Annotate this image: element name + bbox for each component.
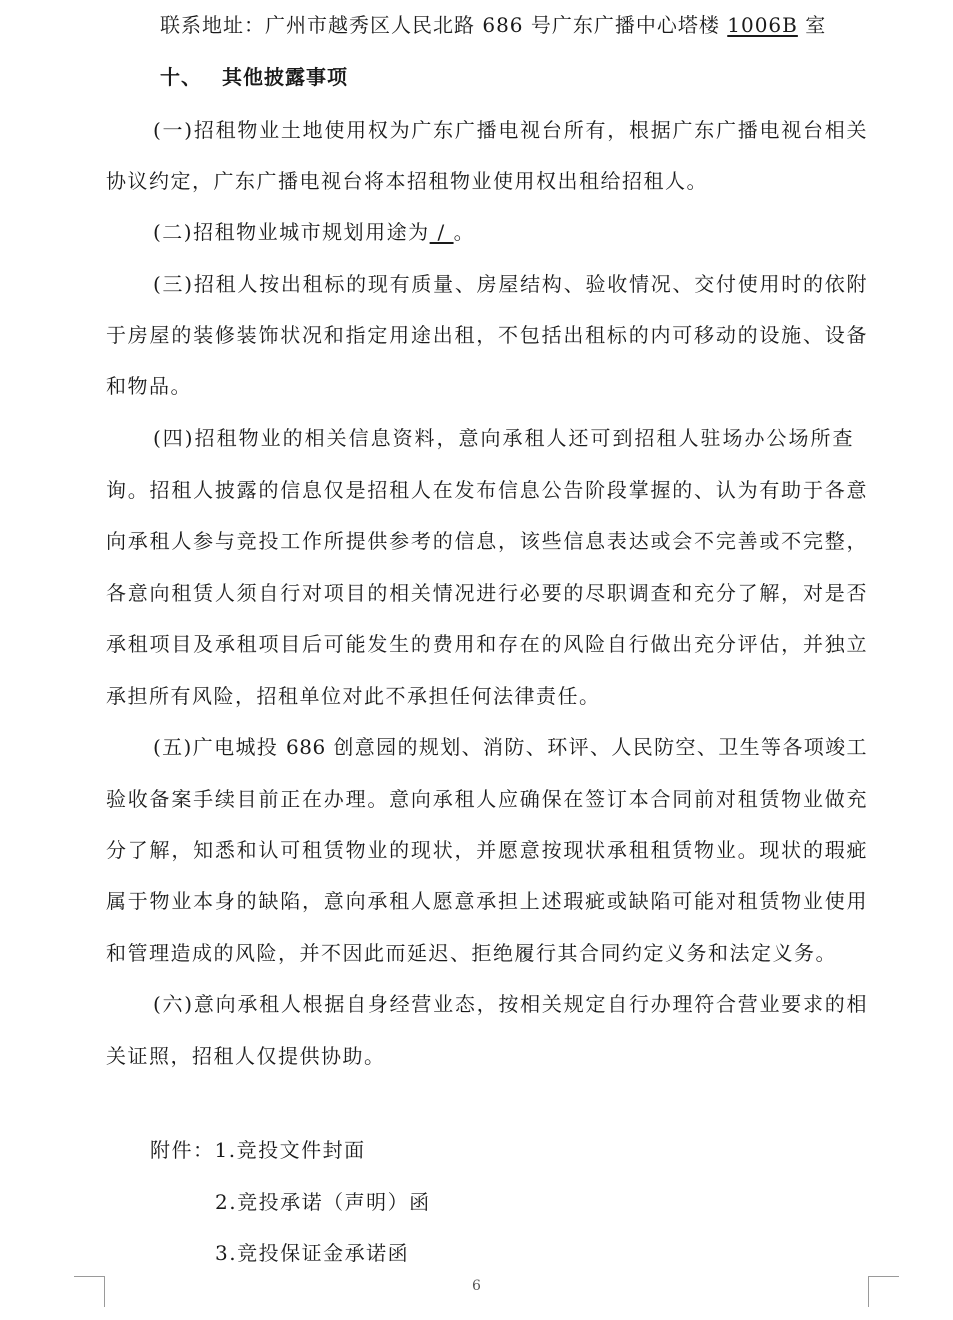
section-heading [160, 64, 348, 90]
p4-line-6: 承担所有风险，招租单位对此不承担任何法律责任。 [106, 684, 601, 708]
p4-line-1: (四)招租物业的相关信息资料，意向承租人还可到招租人驻场办公场所查 [153, 426, 853, 450]
p3-line-3: 和物品。 [106, 374, 192, 398]
p5-line-5: 和管理造成的风险，并不因此而延迟、拒绝履行其合同约定义务和法定义务。 [106, 941, 837, 965]
p6-line-1: (六)意向承租人根据自身经营业态，按相关规定自行办理符合营业要求的相 [153, 992, 867, 1016]
attachments-line-1 [150, 1137, 366, 1163]
section-number: 十、 [160, 65, 202, 89]
attachments-label: 附件： [150, 1138, 215, 1162]
p1-line-2: 协议约定，广东广播电视台将本招租物业使用权出租给招租人。 [106, 169, 708, 193]
p2-prefix: (二)招租物业城市规划用途为 [153, 220, 430, 244]
p4-line-2: 询。招租人披露的信息仅是招租人在发布信息公告阶段掌握的、认为有助于各意 [106, 478, 867, 502]
p4-line-3: 向承租人参与竞投工作所提供参考的信息，该些信息表达或会不完善或不完整， [106, 529, 867, 553]
p5-line-4: 属于物业本身的缺陷，意向承租人愿意承担上述瑕疵或缺陷可能对租赁物业使用 [106, 889, 867, 913]
contact-suffix: 室 [797, 13, 827, 37]
p1-line-1: (一)招租物业土地使用权为广东广播电视台所有，根据广东广播电视台相关 [153, 118, 867, 142]
p6-line-2: 关证照，招租人仅提供协助。 [106, 1044, 386, 1068]
contact-address [160, 12, 826, 38]
contact-prefix: 联系地址：广州市越秀区人民北路 686 号广东广播中心塔楼 [160, 13, 728, 37]
section-title: 其他披露事项 [222, 65, 348, 89]
p4-line-5: 承租项目及承租项目后可能发生的费用和存在的风险自行做出充分评估，并独立 [106, 632, 867, 656]
attachment-item: 1.竞投文件封面 [214, 1138, 366, 1162]
p3-line-2: 于房屋的装修装饰状况和指定用途出租，不包括出租标的内可移动的设施、设备 [106, 323, 867, 347]
p3-line-1: (三)招租人按出租标的现有质量、房屋结构、验收情况、交付使用时的依附 [153, 272, 867, 296]
p5-line-2: 验收备案手续目前正在办理。意向承租人应确保在签订本合同前对租赁物业做充 [106, 787, 867, 811]
p5-line-3: 分了解，知悉和认可租赁物业的现状，并愿意按现状承租租赁物业。现状的瑕疵 [106, 838, 867, 862]
p2-value: / [429, 220, 454, 244]
contact-room: 1006B [727, 13, 798, 37]
p5-line-1: (五)广电城投 686 创意园的规划、消防、环评、人民防空、卫生等各项竣工 [153, 735, 867, 759]
attachment-item: 2.竞投承诺（声明）函 [215, 1190, 431, 1214]
p2-line [153, 219, 475, 245]
p4-line-4: 各意向租赁人须自行对项目的相关情况进行必要的尽职调查和充分了解，对是否 [106, 581, 867, 605]
p2-suffix: 。 [453, 220, 476, 244]
page-number: 6 [472, 1278, 481, 1294]
attachment-item: 3.竞投保证金承诺函 [215, 1241, 410, 1265]
